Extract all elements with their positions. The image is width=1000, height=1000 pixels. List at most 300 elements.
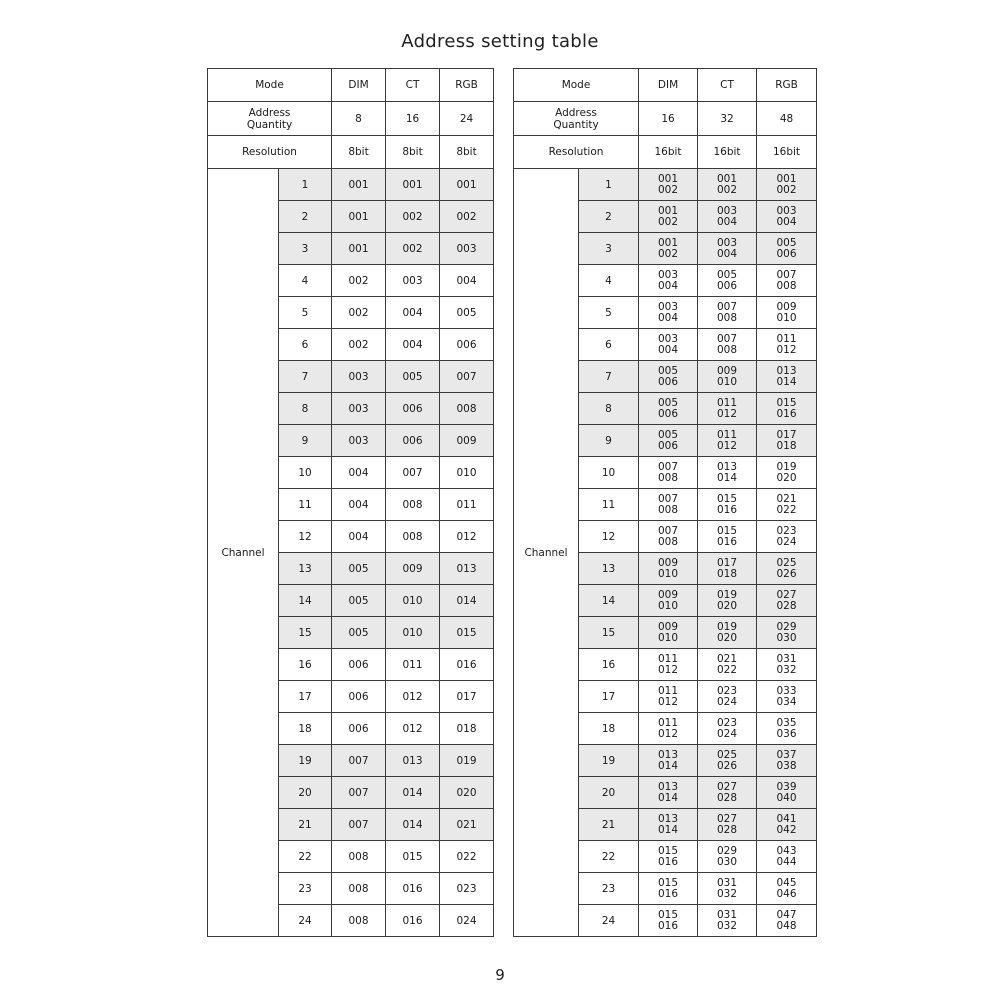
address-end: 008 (716, 311, 738, 324)
address-end: 004 (657, 343, 679, 356)
rgb-address (757, 489, 817, 521)
rgb-address: 008 (440, 393, 494, 425)
address-end: 036 (776, 727, 797, 740)
ct-address: 014 (386, 777, 440, 809)
address-start: 009 (716, 364, 738, 377)
dim-address (639, 489, 698, 521)
dim-address: 002 (332, 297, 386, 329)
ct-address: 016 (386, 873, 440, 905)
dim-address (639, 809, 698, 841)
address-start: 007 (776, 268, 797, 281)
resolution-ct: 16bit (698, 136, 757, 169)
rgb-address: 022 (440, 841, 494, 873)
ct-address: 010 (386, 617, 440, 649)
channel-number: 4 (579, 265, 639, 297)
address-end: 012 (657, 727, 679, 740)
address-end: 016 (776, 407, 797, 420)
channel-number: 3 (579, 233, 639, 265)
dim-address (639, 393, 698, 425)
address-end: 008 (716, 343, 738, 356)
address-start: 011 (657, 684, 679, 697)
address-start: 015 (716, 492, 738, 505)
channel-number: 4 (279, 265, 332, 297)
ct-address (698, 297, 757, 329)
dim-address: 004 (332, 521, 386, 553)
address-end: 004 (716, 247, 738, 260)
address-end: 018 (716, 567, 738, 580)
address-end: 040 (776, 791, 797, 804)
address-start: 001 (716, 172, 738, 185)
channel-number: 16 (279, 649, 332, 681)
address-end: 012 (657, 663, 679, 676)
rgb-address (757, 905, 817, 937)
dim-address: 001 (332, 233, 386, 265)
address-end: 008 (776, 279, 797, 292)
channel-number: 13 (279, 553, 332, 585)
dim-address (639, 233, 698, 265)
address-start: 021 (716, 652, 738, 665)
rgb-address (757, 233, 817, 265)
dim-address (639, 905, 698, 937)
address-quantity-dim: 16 (639, 102, 698, 136)
dim-address (639, 297, 698, 329)
ct-address: 002 (386, 201, 440, 233)
address-start: 011 (716, 396, 738, 409)
dim-address (639, 553, 698, 585)
address-start: 011 (716, 428, 738, 441)
ct-address (698, 393, 757, 425)
address-end: 004 (657, 311, 679, 324)
channel-number: 6 (279, 329, 332, 361)
dim-address: 001 (332, 201, 386, 233)
dim-address: 003 (332, 425, 386, 457)
ct-address (698, 233, 757, 265)
address-end: 002 (657, 215, 679, 228)
channel-number: 1 (579, 169, 639, 201)
address-end: 006 (716, 279, 738, 292)
channel-number: 7 (279, 361, 332, 393)
address-end: 012 (716, 407, 738, 420)
dim-address: 008 (332, 905, 386, 937)
rgb-address: 014 (440, 585, 494, 617)
address-end: 022 (716, 663, 738, 676)
dim-address: 003 (332, 361, 386, 393)
resolution-dim: 16bit (639, 136, 698, 169)
rgb-address (757, 265, 817, 297)
dim-address (639, 169, 698, 201)
address-end: 028 (776, 599, 797, 612)
dim-address: 007 (332, 809, 386, 841)
ct-address: 006 (386, 425, 440, 457)
rgb-header: RGB (757, 69, 817, 102)
channel-number: 18 (279, 713, 332, 745)
address-start: 005 (657, 428, 679, 441)
dim-address: 002 (332, 329, 386, 361)
ct-address (698, 681, 757, 713)
rgb-address (757, 297, 817, 329)
address-start: 011 (657, 652, 679, 665)
channel-label: Channel (514, 169, 579, 937)
address-start: 007 (716, 300, 738, 313)
address-end: 030 (776, 631, 797, 644)
rgb-address: 006 (440, 329, 494, 361)
ct-address: 014 (386, 809, 440, 841)
address-end: 032 (716, 887, 738, 900)
rgb-address: 009 (440, 425, 494, 457)
rgb-address: 013 (440, 553, 494, 585)
address-start: 027 (716, 780, 738, 793)
address-quantity-rgb: 24 (440, 102, 494, 136)
rgb-address (757, 617, 817, 649)
address-end: 010 (716, 375, 738, 388)
address-start: 003 (657, 332, 679, 345)
rgb-address (757, 329, 817, 361)
address-end: 008 (657, 535, 679, 548)
address-start: 015 (776, 396, 797, 409)
resolution-label: Resolution (208, 136, 332, 169)
address-start: 027 (776, 588, 797, 601)
dim-address: 005 (332, 585, 386, 617)
channel-number: 14 (579, 585, 639, 617)
rgb-address: 019 (440, 745, 494, 777)
channel-number: 11 (279, 489, 332, 521)
resolution-rgb: 8bit (440, 136, 494, 169)
address-start: 007 (657, 460, 679, 473)
rgb-address: 005 (440, 297, 494, 329)
address-start: 009 (657, 556, 679, 569)
dim-address: 007 (332, 745, 386, 777)
rgb-address: 023 (440, 873, 494, 905)
rgb-address: 001 (440, 169, 494, 201)
address-start: 009 (657, 588, 679, 601)
ct-address (698, 489, 757, 521)
address-start: 031 (716, 908, 738, 921)
address-end: 020 (776, 471, 797, 484)
address-start: 011 (776, 332, 797, 345)
address-end: 024 (716, 727, 738, 740)
ct-address (698, 169, 757, 201)
dim-address: 008 (332, 873, 386, 905)
ct-address (698, 553, 757, 585)
address-start: 041 (776, 812, 797, 825)
address-end: 016 (657, 855, 679, 868)
dim-address: 006 (332, 681, 386, 713)
ct-address: 016 (386, 905, 440, 937)
dim-address: 005 (332, 553, 386, 585)
ct-header: CT (386, 69, 440, 102)
address-start: 043 (776, 844, 797, 857)
dim-address: 003 (332, 393, 386, 425)
rgb-address: 004 (440, 265, 494, 297)
rgb-address (757, 745, 817, 777)
address-start: 007 (657, 524, 679, 537)
rgb-address: 010 (440, 457, 494, 489)
address-end: 010 (657, 567, 679, 580)
ct-address (698, 425, 757, 457)
channel-number: 13 (579, 553, 639, 585)
ct-address (698, 745, 757, 777)
dim-address: 001 (332, 169, 386, 201)
ct-address: 015 (386, 841, 440, 873)
address-start: 013 (716, 460, 738, 473)
rgb-address (757, 873, 817, 905)
address-end: 008 (657, 503, 679, 516)
channel-number: 12 (279, 521, 332, 553)
ct-address: 001 (386, 169, 440, 201)
address-start: 023 (716, 684, 738, 697)
address-end: 016 (716, 503, 738, 516)
channel-number: 8 (279, 393, 332, 425)
rgb-address (757, 585, 817, 617)
resolution-ct: 8bit (386, 136, 440, 169)
rgb-address: 002 (440, 201, 494, 233)
dim-address (639, 457, 698, 489)
rgb-address (757, 457, 817, 489)
address-quantity-ct: 32 (698, 102, 757, 136)
address-start: 025 (716, 748, 738, 761)
channel-number: 15 (579, 617, 639, 649)
address-start: 023 (776, 524, 797, 537)
rgb-address (757, 361, 817, 393)
address-start: 031 (716, 876, 738, 889)
address-end: 016 (657, 919, 679, 932)
ct-header: CT (698, 69, 757, 102)
channel-number: 10 (579, 457, 639, 489)
address-start: 031 (776, 652, 797, 665)
ct-address: 007 (386, 457, 440, 489)
ct-address (698, 905, 757, 937)
address-end: 032 (716, 919, 738, 932)
channel-number: 8 (579, 393, 639, 425)
address-start: 019 (716, 620, 738, 633)
channel-number: 2 (279, 201, 332, 233)
address-quantity-rgb: 48 (757, 102, 817, 136)
ct-address (698, 361, 757, 393)
dim-address (639, 681, 698, 713)
address-start: 011 (657, 716, 679, 729)
address-start: 007 (657, 492, 679, 505)
dim-address (639, 873, 698, 905)
channel-number: 10 (279, 457, 332, 489)
address-start: 015 (657, 908, 679, 921)
rgb-address: 016 (440, 649, 494, 681)
address-start: 015 (716, 524, 738, 537)
rgb-address (757, 425, 817, 457)
channel-number: 5 (579, 297, 639, 329)
address-start: 037 (776, 748, 797, 761)
address-start: 001 (657, 204, 679, 217)
address-start: 003 (657, 268, 679, 281)
ct-address: 012 (386, 713, 440, 745)
rgb-address (757, 649, 817, 681)
address-end: 010 (657, 599, 679, 612)
dim-address: 004 (332, 457, 386, 489)
ct-address (698, 649, 757, 681)
address-start: 007 (716, 332, 738, 345)
channel-number: 11 (579, 489, 639, 521)
address-start: 003 (716, 204, 738, 217)
address-start: 013 (657, 812, 679, 825)
rgb-address (757, 777, 817, 809)
rgb-address (757, 553, 817, 585)
rgb-address (757, 201, 817, 233)
address-start: 019 (716, 588, 738, 601)
address-start: 047 (776, 908, 797, 921)
address-start: 025 (776, 556, 797, 569)
mode-header: Mode (208, 69, 332, 102)
address-end: 046 (776, 887, 797, 900)
ct-address (698, 777, 757, 809)
ct-address: 005 (386, 361, 440, 393)
ct-address: 012 (386, 681, 440, 713)
rgb-address: 015 (440, 617, 494, 649)
rgb-address: 007 (440, 361, 494, 393)
ct-address (698, 841, 757, 873)
channel-number: 21 (279, 809, 332, 841)
address-start: 013 (657, 780, 679, 793)
address-end: 006 (657, 375, 679, 388)
address-end: 008 (657, 471, 679, 484)
channel-number: 18 (579, 713, 639, 745)
address-end: 020 (716, 599, 738, 612)
ct-address (698, 521, 757, 553)
ct-address: 004 (386, 329, 440, 361)
address-table-16bit (513, 68, 817, 937)
dim-address: 004 (332, 489, 386, 521)
address-end: 002 (776, 183, 797, 196)
address-end: 016 (716, 535, 738, 548)
rgb-address: 024 (440, 905, 494, 937)
page-number: 9 (495, 966, 505, 984)
dim-address: 006 (332, 713, 386, 745)
channel-number: 22 (579, 841, 639, 873)
dim-address (639, 265, 698, 297)
dim-address (639, 521, 698, 553)
dim-address: 007 (332, 777, 386, 809)
address-end: 012 (657, 695, 679, 708)
rgb-address: 017 (440, 681, 494, 713)
channel-number: 24 (579, 905, 639, 937)
address-end: 006 (657, 407, 679, 420)
channel-number: 20 (279, 777, 332, 809)
ct-address: 004 (386, 297, 440, 329)
ct-address (698, 873, 757, 905)
rgb-address (757, 841, 817, 873)
address-start: 033 (776, 684, 797, 697)
address-end: 004 (776, 215, 797, 228)
ct-address (698, 201, 757, 233)
address-start: 005 (657, 364, 679, 377)
ct-address (698, 713, 757, 745)
address-end: 024 (716, 695, 738, 708)
address-end: 028 (716, 823, 738, 836)
dim-address: 006 (332, 649, 386, 681)
channel-number: 19 (579, 745, 639, 777)
address-end: 002 (657, 183, 679, 196)
channel-label: Channel (208, 169, 279, 937)
dim-header: DIM (639, 69, 698, 102)
address-quantity-label: Address Quantity (208, 102, 332, 136)
ct-address: 002 (386, 233, 440, 265)
ct-address (698, 809, 757, 841)
channel-number: 17 (579, 681, 639, 713)
address-start: 003 (776, 204, 797, 217)
dim-address (639, 649, 698, 681)
channel-number: 6 (579, 329, 639, 361)
dim-address: 002 (332, 265, 386, 297)
rgb-address (757, 809, 817, 841)
resolution-dim: 8bit (332, 136, 386, 169)
rgb-address: 011 (440, 489, 494, 521)
ct-address: 013 (386, 745, 440, 777)
channel-number: 17 (279, 681, 332, 713)
address-start: 009 (657, 620, 679, 633)
rgb-address: 020 (440, 777, 494, 809)
ct-address (698, 585, 757, 617)
rgb-address (757, 713, 817, 745)
address-end: 022 (776, 503, 797, 516)
channel-number: 23 (279, 873, 332, 905)
dim-header: DIM (332, 69, 386, 102)
address-end: 030 (716, 855, 738, 868)
rgb-header: RGB (440, 69, 494, 102)
address-end: 010 (776, 311, 797, 324)
dim-address (639, 745, 698, 777)
dim-address (639, 777, 698, 809)
address-start: 027 (716, 812, 738, 825)
address-end: 002 (657, 247, 679, 260)
ct-address: 003 (386, 265, 440, 297)
address-end: 014 (657, 791, 679, 804)
address-start: 029 (716, 844, 738, 857)
ct-address (698, 617, 757, 649)
address-start: 001 (776, 172, 797, 185)
dim-address (639, 585, 698, 617)
address-quantity-label: Address Quantity (514, 102, 639, 136)
channel-number: 3 (279, 233, 332, 265)
ct-address: 008 (386, 489, 440, 521)
dim-address (639, 425, 698, 457)
address-start: 001 (657, 236, 679, 249)
rgb-address: 012 (440, 521, 494, 553)
address-end: 034 (776, 695, 797, 708)
channel-number: 7 (579, 361, 639, 393)
ct-address: 008 (386, 521, 440, 553)
ct-address (698, 329, 757, 361)
channel-number: 1 (279, 169, 332, 201)
mode-header: Mode (514, 69, 639, 102)
address-start: 005 (657, 396, 679, 409)
dim-address (639, 361, 698, 393)
channel-number: 21 (579, 809, 639, 841)
address-end: 018 (776, 439, 797, 452)
address-end: 044 (776, 855, 797, 868)
address-start: 013 (657, 748, 679, 761)
address-quantity-dim: 8 (332, 102, 386, 136)
address-table-8bit (207, 68, 494, 937)
page-title: Address setting table (401, 31, 599, 52)
table-row (208, 169, 494, 201)
rgb-address (757, 393, 817, 425)
channel-number: 9 (279, 425, 332, 457)
channel-number: 24 (279, 905, 332, 937)
address-end: 032 (776, 663, 797, 676)
ct-address (698, 457, 757, 489)
address-start: 039 (776, 780, 797, 793)
address-end: 012 (716, 439, 738, 452)
dim-address (639, 713, 698, 745)
address-start: 009 (776, 300, 797, 313)
